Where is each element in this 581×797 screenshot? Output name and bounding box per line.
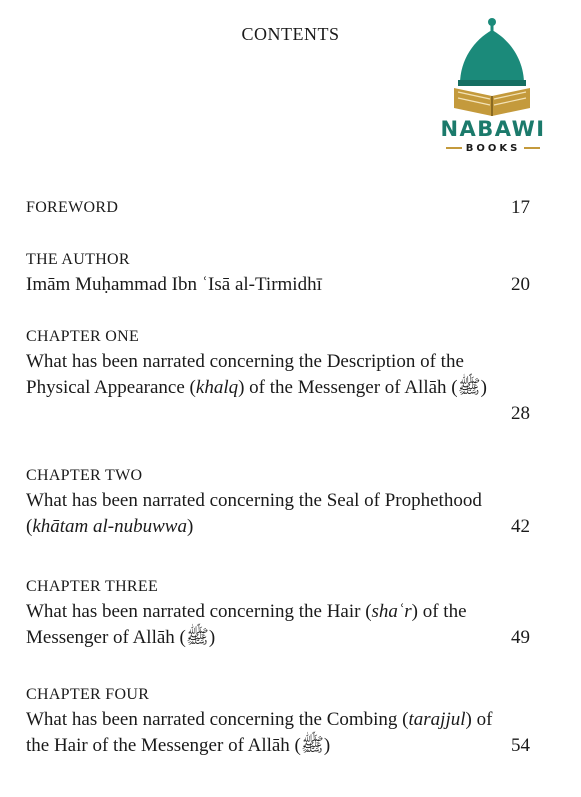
toc-heading: CHAPTER ONE [26,328,140,345]
toc-entry[interactable] [26,325,530,424]
toc-entry[interactable] [26,575,530,651]
toc-page-number: 20 [511,274,530,295]
toc-page-number: 28 [511,403,530,424]
toc-page-number: 42 [511,516,530,537]
toc-entry[interactable] [26,683,530,759]
page-title: CONTENTS [241,24,340,44]
dome-book-icon [434,16,552,116]
toc-description: What has been narrated concerning the Hair (shaʿr) of the Messenger of Allāh (ﷺ) [26,601,467,648]
publisher-logo [434,16,552,166]
toc-heading: THE AUTHOR [26,251,130,268]
logo-name: NABAWI [440,117,546,141]
toc-entry[interactable] [26,248,530,298]
toc-description: What has been narrated concerning the Seal of Prophethood (khātam al-nubuwwa) [26,490,482,537]
toc-description: What has been narrated concerning the Description of the Physical Appearance (khalq) of the Messenger of Allāh (ﷺ) [26,351,487,398]
toc-description: What has been narrated concerning the Combing (tarajjul) of the Hair of the Messenger of Allāh (ﷺ) [26,709,493,756]
toc-heading: CHAPTER THREE [26,578,159,595]
toc-heading: CHAPTER FOUR [26,686,150,703]
toc-page-number: 17 [511,197,530,218]
toc-entry[interactable] [26,196,530,220]
logo-subtitle: BOOKS [434,143,552,154]
toc-heading: FOREWORD [26,199,119,216]
toc-entry[interactable] [26,464,530,540]
toc-page-number: 54 [511,735,530,756]
toc-heading: CHAPTER TWO [26,467,143,484]
toc-description: Imām Muḥammad Ibn ʿIsā al-Tirmidhī [26,274,322,295]
toc-page-number: 49 [511,627,530,648]
